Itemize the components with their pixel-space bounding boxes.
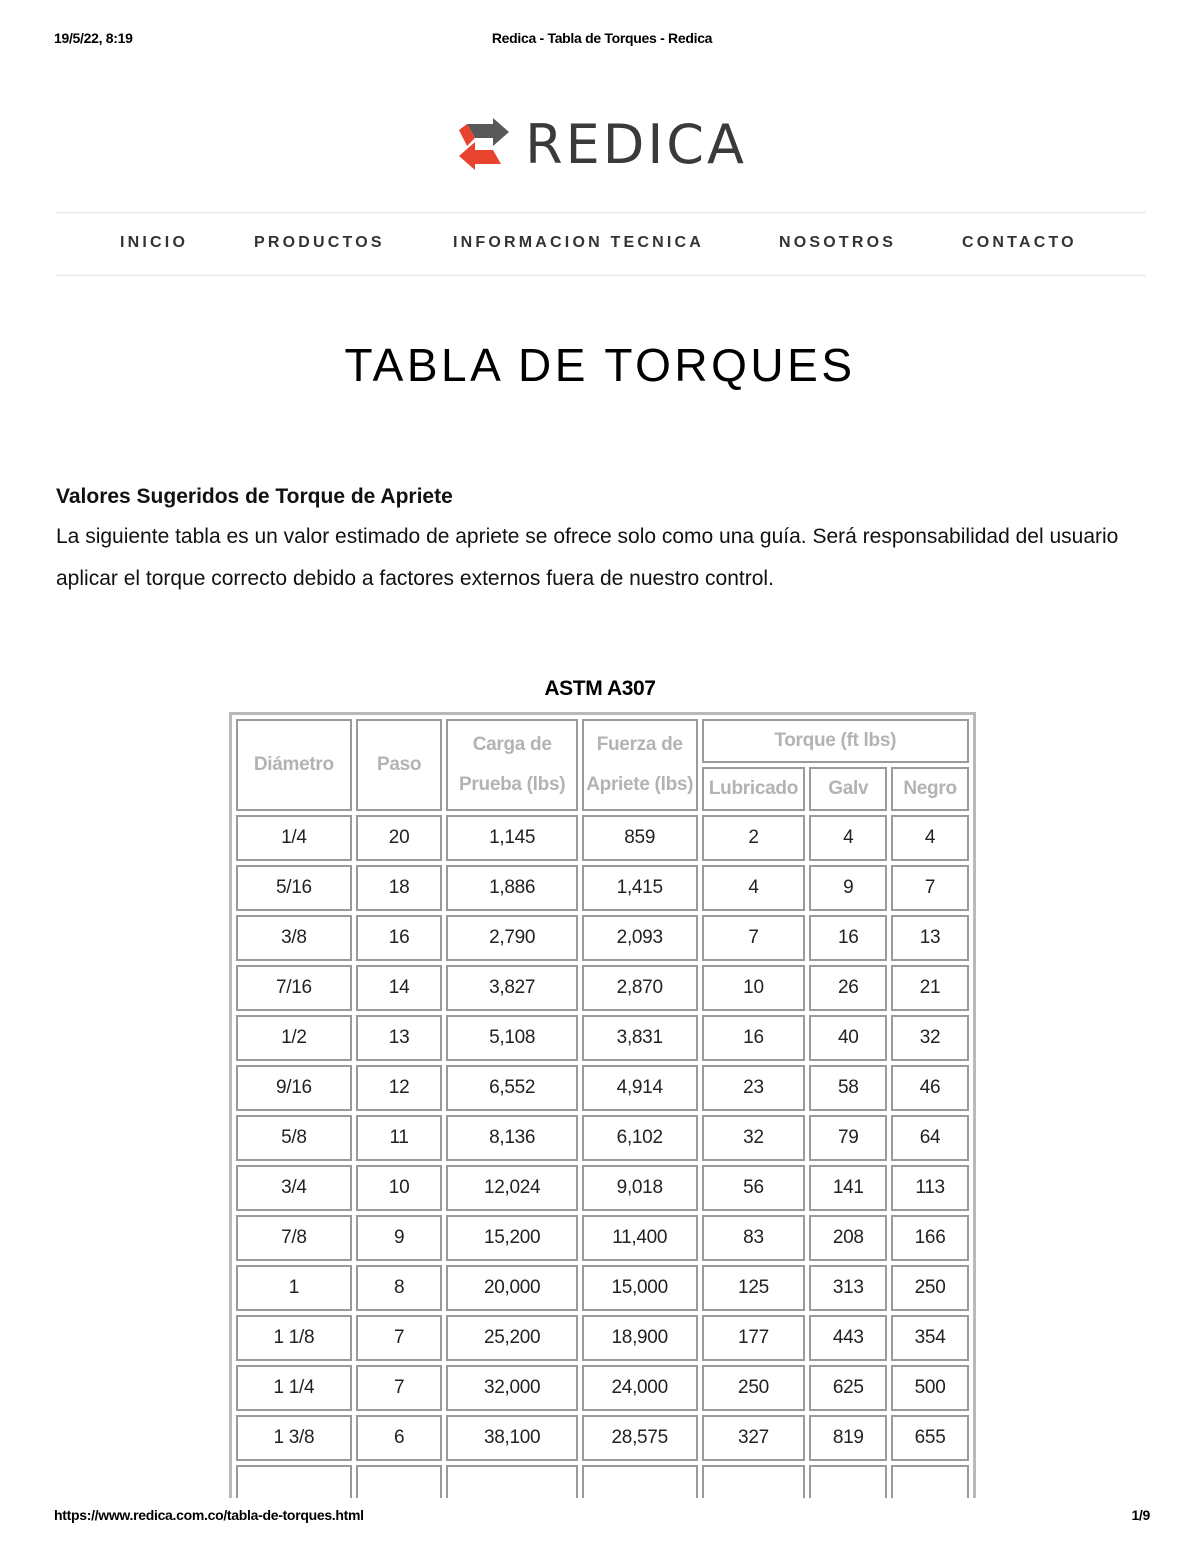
cell-galv: 313 xyxy=(809,1265,887,1311)
cell-lubricado xyxy=(702,1465,806,1498)
cell-carga: 1,145 xyxy=(446,815,577,861)
cell-negro: 7 xyxy=(891,865,969,911)
nav-item-nosotros[interactable]: NOSOTROS xyxy=(779,234,897,251)
cell-diametro: 3/8 xyxy=(236,915,352,961)
cell-negro: 166 xyxy=(891,1215,969,1261)
cell-negro: 354 xyxy=(891,1315,969,1361)
header-carga: Carga de Prueba (lbs) xyxy=(446,719,577,811)
cell-carga: 12,024 xyxy=(446,1165,577,1211)
cell-paso xyxy=(356,1465,443,1498)
cell-paso: 16 xyxy=(356,915,443,961)
cell-diametro: 1 xyxy=(236,1265,352,1311)
cell-galv xyxy=(809,1465,887,1498)
cell-carga: 38,100 xyxy=(446,1415,577,1461)
cell-lubricado: 10 xyxy=(702,965,806,1011)
cell-fuerza: 28,575 xyxy=(582,1415,698,1461)
cell-galv: 16 xyxy=(809,915,887,961)
table-row xyxy=(236,1115,969,1161)
cell-diametro: 3/4 xyxy=(236,1165,352,1211)
cell-negro: 46 xyxy=(891,1065,969,1111)
cell-negro: 21 xyxy=(891,965,969,1011)
cell-galv: 141 xyxy=(809,1165,887,1211)
table-row xyxy=(236,915,969,961)
cell-negro: 4 xyxy=(891,815,969,861)
header-diametro: Diámetro xyxy=(236,719,352,811)
cell-negro: 113 xyxy=(891,1165,969,1211)
cell-galv: 4 xyxy=(809,815,887,861)
cell-fuerza: 15,000 xyxy=(582,1265,698,1311)
cell-lubricado: 16 xyxy=(702,1015,806,1061)
cell-diametro: 5/16 xyxy=(236,865,352,911)
cell-fuerza: 3,831 xyxy=(582,1015,698,1061)
cell-galv: 208 xyxy=(809,1215,887,1261)
cell-fuerza: 6,102 xyxy=(582,1115,698,1161)
table-caption: ASTM A307 xyxy=(544,677,656,700)
table-row xyxy=(236,1265,969,1311)
cell-paso: 18 xyxy=(356,865,443,911)
print-url[interactable]: https://www.redica.com.co/tabla-de-torques.html xyxy=(54,1507,364,1523)
table-row xyxy=(236,1465,969,1498)
cell-fuerza: 4,914 xyxy=(582,1065,698,1111)
print-page-number: 1/9 xyxy=(1131,1507,1150,1523)
cell-diametro: 1 3/8 xyxy=(236,1415,352,1461)
header-paso: Paso xyxy=(356,719,443,811)
torque-table xyxy=(229,712,976,1498)
cell-diametro: 7/16 xyxy=(236,965,352,1011)
cell-diametro: 7/8 xyxy=(236,1215,352,1261)
cell-diametro: 1 1/8 xyxy=(236,1315,352,1361)
cell-diametro: 5/8 xyxy=(236,1115,352,1161)
cell-lubricado: 56 xyxy=(702,1165,806,1211)
cell-fuerza: 1,415 xyxy=(582,865,698,911)
cell-carga: 8,136 xyxy=(446,1115,577,1161)
cell-fuerza: 9,018 xyxy=(582,1165,698,1211)
cell-fuerza: 11,400 xyxy=(582,1215,698,1261)
cell-galv: 79 xyxy=(809,1115,887,1161)
cell-lubricado: 177 xyxy=(702,1315,806,1361)
cell-carga: 25,200 xyxy=(446,1315,577,1361)
cell-carga xyxy=(446,1465,577,1498)
cell-galv: 40 xyxy=(809,1015,887,1061)
table-row xyxy=(236,965,969,1011)
cell-fuerza: 18,900 xyxy=(582,1315,698,1361)
cell-carga: 6,552 xyxy=(446,1065,577,1111)
cell-paso: 9 xyxy=(356,1215,443,1261)
redica-logo-icon xyxy=(453,116,515,172)
cell-paso: 13 xyxy=(356,1015,443,1061)
cell-carga: 1,886 xyxy=(446,865,577,911)
cell-lubricado: 32 xyxy=(702,1115,806,1161)
cell-negro: 13 xyxy=(891,915,969,961)
cell-paso: 6 xyxy=(356,1415,443,1461)
nav-item-informacion-tecnica[interactable]: INFORMACION TECNICA xyxy=(453,234,705,251)
intro-section xyxy=(56,482,1156,600)
cell-diametro: 1/2 xyxy=(236,1015,352,1061)
cell-lubricado: 4 xyxy=(702,865,806,911)
cell-diametro: 1/4 xyxy=(236,815,352,861)
cell-carga: 3,827 xyxy=(446,965,577,1011)
cell-galv: 26 xyxy=(809,965,887,1011)
cell-carga: 32,000 xyxy=(446,1365,577,1411)
header-galv: Galv xyxy=(809,767,887,811)
cell-carga: 20,000 xyxy=(446,1265,577,1311)
cell-galv: 819 xyxy=(809,1415,887,1461)
table-row xyxy=(236,1315,969,1361)
cell-diametro xyxy=(236,1465,352,1498)
cell-diametro: 9/16 xyxy=(236,1065,352,1111)
cell-paso: 12 xyxy=(356,1065,443,1111)
header-torque: Torque (ft lbs) xyxy=(702,719,970,763)
header-negro: Negro xyxy=(891,767,969,811)
main-nav xyxy=(56,212,1146,276)
table-row xyxy=(236,1065,969,1111)
intro-text: La siguiente tabla es un valor estimado de apriete se ofrece solo como una guía. Será responsabilidad del usuario aplicar el torque correcto debido a factores externos fuera de nuestro control. xyxy=(56,525,1119,590)
nav-item-contacto[interactable]: CONTACTO xyxy=(962,234,1077,251)
cell-lubricado: 125 xyxy=(702,1265,806,1311)
header-lubricado: Lubricado xyxy=(702,767,806,811)
cell-negro xyxy=(891,1465,969,1498)
cell-paso: 7 xyxy=(356,1315,443,1361)
cell-diametro: 1 1/4 xyxy=(236,1365,352,1411)
nav-item-inicio[interactable]: INICIO xyxy=(120,234,189,251)
cell-galv: 58 xyxy=(809,1065,887,1111)
nav-item-productos[interactable]: PRODUCTOS xyxy=(254,234,385,251)
table-row xyxy=(236,1165,969,1211)
cell-paso: 14 xyxy=(356,965,443,1011)
print-header xyxy=(54,30,1150,50)
cell-galv: 625 xyxy=(809,1365,887,1411)
cell-lubricado: 7 xyxy=(702,915,806,961)
cell-galv: 443 xyxy=(809,1315,887,1361)
table-row xyxy=(236,865,969,911)
print-date: 19/5/22, 8:19 xyxy=(54,30,133,46)
cell-galv: 9 xyxy=(809,865,887,911)
cell-paso: 10 xyxy=(356,1165,443,1211)
cell-paso: 8 xyxy=(356,1265,443,1311)
cell-fuerza: 2,093 xyxy=(582,915,698,961)
torque-table-container xyxy=(229,712,976,1498)
cell-lubricado: 23 xyxy=(702,1065,806,1111)
cell-lubricado: 83 xyxy=(702,1215,806,1261)
page-title: TABLA DE TORQUES xyxy=(344,339,856,391)
cell-negro: 32 xyxy=(891,1015,969,1061)
table-row xyxy=(236,815,969,861)
cell-negro: 64 xyxy=(891,1115,969,1161)
table-row xyxy=(236,1015,969,1061)
logo-text: REDICA xyxy=(525,112,747,176)
cell-paso: 11 xyxy=(356,1115,443,1161)
cell-carga: 2,790 xyxy=(446,915,577,961)
cell-paso: 20 xyxy=(356,815,443,861)
intro-heading: Valores Sugeridos de Torque de Apriete xyxy=(56,485,453,508)
print-page-title: Redica - Tabla de Torques - Redica xyxy=(491,30,713,46)
cell-lubricado: 327 xyxy=(702,1415,806,1461)
cell-carga: 5,108 xyxy=(446,1015,577,1061)
cell-fuerza: 2,870 xyxy=(582,965,698,1011)
cell-lubricado: 2 xyxy=(702,815,806,861)
torque-table-body xyxy=(236,815,969,1498)
cell-negro: 250 xyxy=(891,1265,969,1311)
cell-negro: 500 xyxy=(891,1365,969,1411)
print-footer xyxy=(54,1507,1150,1527)
table-row xyxy=(236,1215,969,1261)
cell-carga: 15,200 xyxy=(446,1215,577,1261)
cell-fuerza: 859 xyxy=(582,815,698,861)
cell-paso: 7 xyxy=(356,1365,443,1411)
header-fuerza: Fuerza de Apriete (lbs) xyxy=(582,719,698,811)
site-logo[interactable] xyxy=(0,112,1200,176)
cell-fuerza xyxy=(582,1465,698,1498)
cell-fuerza: 24,000 xyxy=(582,1365,698,1411)
table-row xyxy=(236,1415,969,1461)
cell-negro: 655 xyxy=(891,1415,969,1461)
table-row xyxy=(236,1365,969,1411)
cell-lubricado: 250 xyxy=(702,1365,806,1411)
